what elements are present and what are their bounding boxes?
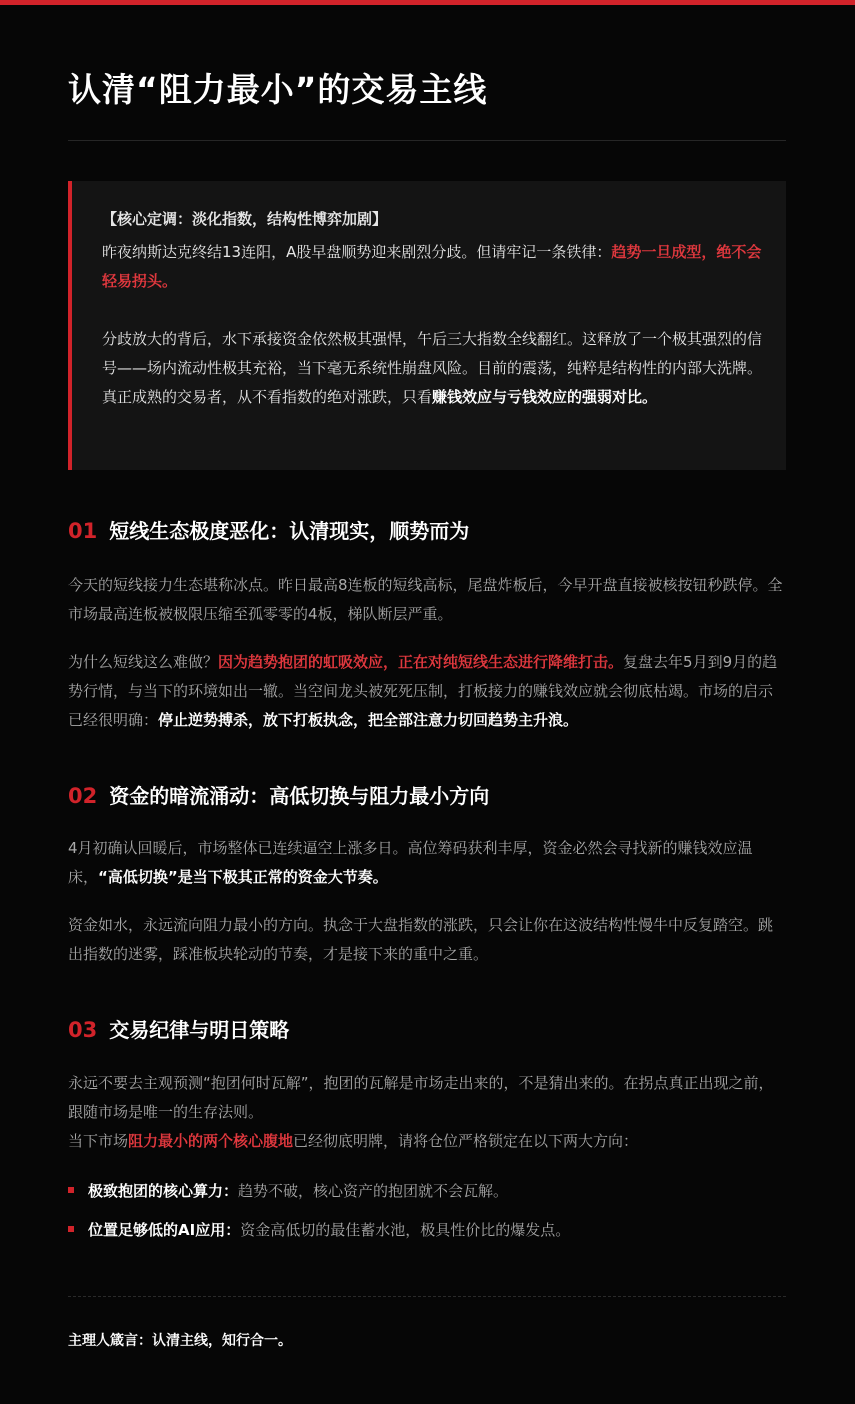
list-item: 极致抱团的核心算力：趋势不破，核心资产的抱团就不会瓦解。 [68,1179,786,1203]
section-02-paragraph-1: 4月初确认回暖后，市场整体已连续逼空上涨多日。高位筹码获利丰厚，资金必然会寻找新的赚钱效应温床，“高低切换”是当下极其正常的资金大节奏。 [68,839,753,886]
section-01-paragraph-2: 为什么短线这么难做？因为趋势抱团的虹吸效应，正在对纯短线生态进行降维打击。复盘去年5月到9月的趋势行情，与当下的环境如出一辙。当空间龙头被死死压制，打板接力的赚钱效应就会彻底枯竭。市场的启示已经很明确：停止逆势搏杀，放下打板执念，把全部注意力切回趋势主升浪。 [68,653,778,729]
section-03-highlight: 阻力最小的两个核心腹地 [128,1132,294,1150]
callout-paragraph-2: 分歧放大的背后，水下承接资金依然极其强悍，午后三大指数全线翻红。这释放了一个极其强烈的信号——场内流动性极其充裕，当下毫无系统性崩盘风险。目前的震荡，纯粹是结构性的内部大洗牌。真正成熟的交易者，从不看指数的绝对涨跌，只看赚钱效应与亏钱效应的强弱对比。 [102,330,763,406]
section-title: 交易纪律与明日策略 [109,1018,290,1042]
section-03-paragraph-1: 永远不要去主观预测“抱团何时瓦解”，抱团的瓦解是市场走出来的，不是猜出来的。在拐点真正出现之前，跟随市场是唯一的生存法则。 [68,1074,774,1121]
core-callout [68,181,786,470]
section-title: 短线生态极度恶化：认清现实，顺势而为 [109,519,470,543]
page-title: 认清“阻力最小”的交易主线 [68,70,488,109]
section-number: 02 [68,784,98,808]
title-divider [68,140,786,141]
signoff-text: 主理人箴言：认清主线，知行合一。 [68,1333,292,1349]
top-accent-bar [0,0,855,5]
section-02-emphasis: “高低切换”是当下极其正常的资金大节奏。 [98,868,388,886]
section-01-highlight: 因为趋势抱团的虹吸效应，正在对纯短线生态进行降维打击。 [218,653,624,671]
section-03-heading [68,1016,289,1044]
callout-heading: 【核心定调：淡化指数，结构性博弈加剧】 [102,210,388,228]
section-title: 资金的暗流涌动：高低切换与阻力最小方向 [109,784,490,808]
section-01-emphasis: 停止逆势搏杀，放下打板执念，把全部注意力切回趋势主升浪。 [158,711,579,729]
section-02-heading [68,782,489,810]
section-number: 03 [68,1018,98,1042]
callout-paragraph-1: 昨夜纳斯达克终结13连阳，A股早盘顺势迎来剧烈分歧。但请牢记一条铁律：趋势一旦成型，绝不会轻易拐头。 [102,243,762,290]
section-02-paragraph-2: 资金如水，永远流向阻力最小的方向。执念于大盘指数的涨跌，只会让你在这波结构性慢牛中反复踏空。跳出指数的迷雾，踩准板块轮动的节奏，才是接下来的重中之重。 [68,916,774,963]
bullet-square-icon [68,1226,74,1232]
section-01-heading [68,517,469,545]
callout-highlight: 趋势一旦成型，绝不会轻易拐头。 [102,243,762,290]
bullet-square-icon [68,1187,74,1193]
section-03-paragraph-2: 当下市场阻力最小的两个核心腹地已经彻底明牌，请将仓位严格锁定在以下两大方向： [68,1132,639,1150]
section-01-paragraph-1: 今天的短线接力生态堪称冰点。昨日最高8连板的短线高标，尾盘炸板后，今早开盘直接被核按钮秒跌停。全市场最高连板被极限压缩至孤零零的4板，梯队断层严重。 [68,576,783,623]
callout-emphasis: 赚钱效应与亏钱效应的强弱对比。 [432,388,658,406]
list-item: 位置足够低的AI应用：资金高低切的最佳蓄水池，极具性价比的爆发点。 [68,1218,786,1242]
footer-divider [68,1296,786,1297]
section-number: 01 [68,519,98,543]
